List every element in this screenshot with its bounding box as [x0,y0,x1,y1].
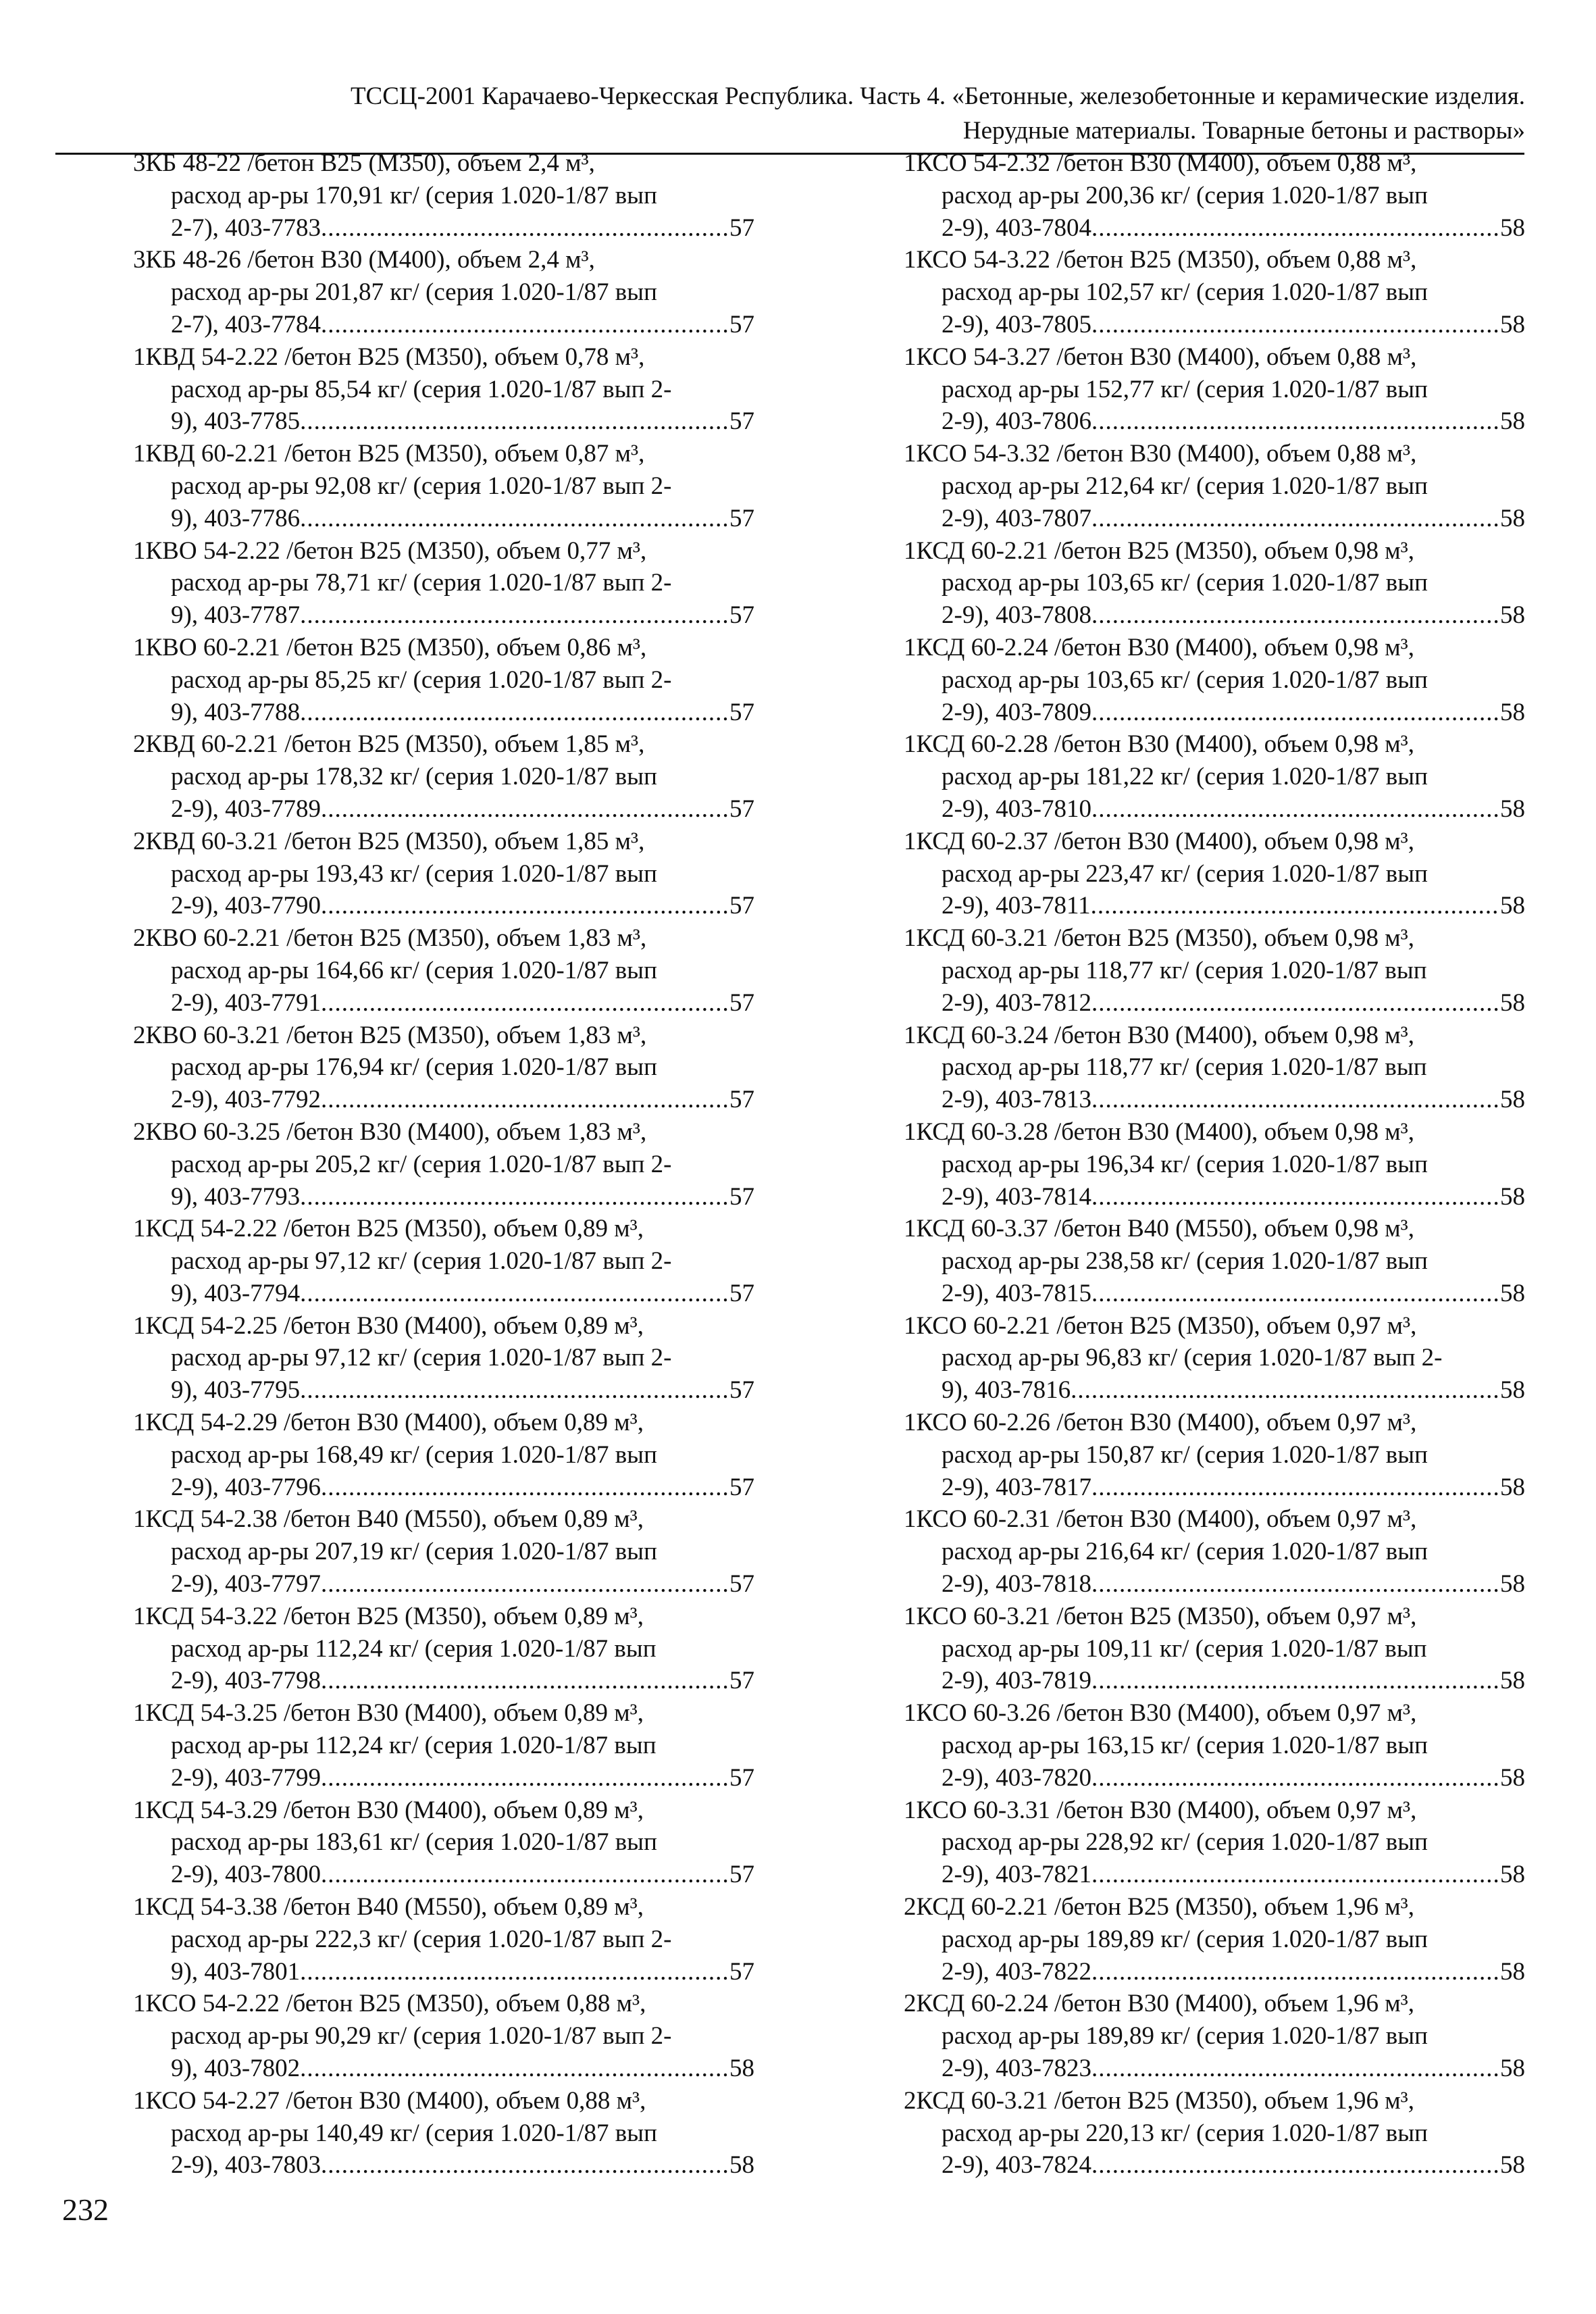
dot-leader [300,405,729,438]
dot-leader [321,1762,729,1794]
index-entry [133,244,754,341]
index-entry [133,1310,754,1407]
entry-code: 2-9), 403-7811 [942,892,1091,920]
index-entry [133,1697,754,1794]
index-entry [133,1988,754,2084]
dot-leader [300,1374,729,1407]
dot-leader [321,793,729,826]
entry-title: 1КВД 60-2.21 /бетон В25 (М350), объем 0,87 м³, [133,440,645,468]
entry-title: 1КСД 54-2.38 /бетон В40 (М550), объем 0,89 м³, [133,1505,644,1534]
entry-details: расход ар-ры 220,13 кг/ (серия 1.020-1/87 вып [942,2119,1428,2147]
dot-leader [1091,1665,1500,1697]
entry-code: 9), 403-7786 [171,504,301,532]
index-entry [133,1116,754,1213]
dot-leader [321,2149,729,2182]
index-entry [133,728,754,825]
index-entry [133,1891,754,1988]
dot-leader [321,987,729,1020]
entry-code: 2-9), 403-7820 [942,1763,1091,1792]
dot-leader [300,1278,729,1310]
entry-code: 9), 403-7802 [171,2055,301,2083]
index-entry [133,1794,754,1891]
index-entry [904,1601,1525,1697]
entry-page-number: 58 [1500,892,1525,920]
entry-code: 2-9), 403-7805 [942,310,1091,338]
entry-reference-line [904,1472,1525,1504]
entry-details: расход ар-ры 176,94 кг/ (серия 1.020-1/87 вып [171,1053,657,1082]
entry-reference-line [133,1374,754,1407]
index-entry [133,1213,754,1309]
entry-code: 2-9), 403-7807 [942,504,1091,532]
entry-details: расход ар-ры 189,89 кг/ (серия 1.020-1/87 вып [942,2022,1428,2051]
entry-details: расход ар-ры 212,64 кг/ (серия 1.020-1/87 вып [942,472,1428,500]
dot-leader [1091,1278,1500,1310]
dot-leader [1091,1859,1500,1891]
entry-code: 2-9), 403-7799 [171,1763,321,1792]
entry-page-number: 58 [729,2151,754,2180]
dot-leader [1091,793,1500,826]
entry-details: расход ар-ры 78,71 кг/ (серия 1.020-1/87 вып 2- [171,569,672,597]
entry-details: расход ар-ры 189,89 кг/ (серия 1.020-1/87 вып [942,1925,1428,1953]
entry-details: расход ар-ры 90,29 кг/ (серия 1.020-1/87 вып 2- [171,2022,672,2051]
entry-reference-line [133,1278,754,1310]
entry-page-number: 58 [1500,1763,1525,1792]
dot-leader [1091,1568,1500,1601]
index-entry [904,922,1525,1019]
entry-title: 1КСД 60-3.37 /бетон В40 (М550), объем 0,98 м³, [904,1215,1415,1243]
entry-code: 2-7), 403-7783 [171,213,321,242]
entry-title: 1КСО 54-3.27 /бетон В30 (М400), объем 0,88 м³, [904,343,1417,371]
entry-title: 1КСД 60-2.28 /бетон В30 (М400), объем 0,98 м³, [904,730,1415,759]
entry-reference-line [904,1084,1525,1116]
entry-page-number: 58 [1500,795,1525,823]
entry-code: 2-9), 403-7789 [171,795,321,823]
dot-leader [1071,1374,1500,1407]
dot-leader [1091,212,1500,245]
dot-leader [321,1472,729,1504]
entry-code: 9), 403-7801 [171,1957,301,1986]
entry-reference-line [904,1181,1525,1213]
entry-title: 1КВО 60-2.21 /бетон В25 (М350), объем 0,86 м³, [133,633,647,661]
entry-reference-line [133,2149,754,2182]
entry-reference-line [133,2053,754,2085]
entry-page-number: 57 [729,698,754,726]
entry-page-number: 58 [1500,310,1525,338]
index-entry [133,535,754,632]
dot-leader [321,1084,729,1116]
entry-details: расход ар-ры 112,24 кг/ (серия 1.020-1/87 вып [171,1732,657,1760]
index-entry [904,2085,1525,2182]
entry-code: 9), 403-7795 [171,1376,301,1405]
entry-reference-line [133,1665,754,1697]
entry-code: 9), 403-7794 [171,1279,301,1307]
entry-title: 1КСД 54-2.22 /бетон В25 (М350), объем 0,89 м³, [133,1215,644,1243]
entry-page-number: 57 [729,407,754,436]
index-entry [904,1213,1525,1309]
index-entry [133,147,754,244]
entry-title: 1КСД 60-2.24 /бетон В30 (М400), объем 0,98 м³, [904,633,1415,661]
entry-title: 1КСД 54-3.38 /бетон В40 (М550), объем 0,89 м³, [133,1893,644,1921]
entry-code: 9), 403-7785 [171,407,301,436]
entry-reference-line [133,1859,754,1891]
dot-leader [1091,599,1500,632]
index-entry [904,1988,1525,2084]
entry-code: 2-9), 403-7810 [942,795,1091,823]
entry-details: расход ар-ры 109,11 кг/ (серия 1.020-1/87 вып [942,1634,1427,1663]
entry-page-number: 58 [1500,1376,1525,1405]
entry-title: 1КСО 60-2.21 /бетон В25 (М350), объем 0,97 м³, [904,1311,1417,1340]
entry-page-number: 58 [1500,1957,1525,1986]
entry-title: 2КВД 60-2.21 /бетон В25 (М350), объем 1,85 м³, [133,730,645,759]
entry-page-number: 57 [729,1473,754,1501]
entry-title: 2КСД 60-2.24 /бетон В30 (М400), объем 1,96 м³, [904,1990,1415,2018]
entry-page-number: 57 [729,795,754,823]
running-header-line-2: Нерудные материалы. Товарные бетоны и растворы» [962,117,1525,145]
entry-code: 2-9), 403-7791 [171,988,321,1017]
entry-code: 2-9), 403-7796 [171,1473,321,1501]
entry-page-number: 58 [1500,407,1525,436]
dot-leader [1091,1472,1500,1504]
entry-title: 1КСО 60-2.26 /бетон В30 (М400), объем 0,97 м³, [904,1409,1417,1437]
entry-reference-line [133,1181,754,1213]
entry-page-number: 57 [729,1763,754,1792]
entry-reference-line [904,212,1525,245]
entry-page-number: 58 [1500,1667,1525,1695]
entry-details: расход ар-ры 85,54 кг/ (серия 1.020-1/87 вып 2- [171,375,672,403]
dot-leader [1091,697,1500,729]
page-number: 232 [62,2192,109,2227]
entry-page-number: 58 [1500,2055,1525,2083]
entry-details: расход ар-ры 168,49 кг/ (серия 1.020-1/87 вып [171,1440,657,1469]
entry-code: 2-9), 403-7819 [942,1667,1091,1695]
index-entry [904,1794,1525,1891]
entry-reference-line [904,2053,1525,2085]
entry-title: 1КСО 54-2.22 /бетон В25 (М350), объем 0,88 м³, [133,1990,646,2018]
entry-code: 2-9), 403-7804 [942,213,1091,242]
index-entry [904,1697,1525,1794]
entry-title: 1КВО 54-2.22 /бетон В25 (М350), объем 0,77 м³, [133,536,647,565]
entry-details: расход ар-ры 193,43 кг/ (серия 1.020-1/87 вып [171,859,657,888]
dot-leader [321,309,729,341]
entry-details: расход ар-ры 97,12 кг/ (серия 1.020-1/87 вып 2- [171,1344,672,1372]
index-entry [904,632,1525,728]
entry-page-number: 58 [1500,504,1525,532]
entry-reference-line [133,890,754,922]
entry-reference-line [904,1568,1525,1601]
entry-code: 2-9), 403-7808 [942,601,1091,630]
entry-details: расход ар-ры 97,12 кг/ (серия 1.020-1/87 вып 2- [171,1247,672,1276]
entry-code: 2-9), 403-7817 [942,1473,1091,1501]
entry-page-number: 58 [1500,213,1525,242]
index-entry [904,438,1525,534]
entry-page-number: 57 [729,310,754,338]
entry-code: 9), 403-7793 [171,1182,301,1211]
entry-page-number: 58 [1500,1086,1525,1114]
entry-reference-line [133,987,754,1020]
entry-page-number: 57 [729,504,754,532]
entry-page-number: 58 [1500,1279,1525,1307]
entry-reference-line [133,697,754,729]
entry-reference-line [904,1374,1525,1407]
index-entry [133,1503,754,1600]
entry-details: расход ар-ры 92,08 кг/ (серия 1.020-1/87 вып 2- [171,472,672,500]
dot-leader [300,599,729,632]
index-entry [904,341,1525,438]
entry-title: 1КСО 54-3.22 /бетон В25 (М350), объем 0,88 м³, [904,246,1417,274]
entry-code: 2-9), 403-7809 [942,698,1091,726]
entry-details: расход ар-ры 102,57 кг/ (серия 1.020-1/87 вып [942,278,1428,307]
entry-title: 1КСД 54-3.25 /бетон В30 (М400), объем 0,89 м³, [133,1699,644,1728]
entry-reference-line [904,1665,1525,1697]
entry-reference-line [133,503,754,535]
entry-title: 1КСД 60-2.21 /бетон В25 (М350), объем 0,98 м³, [904,536,1415,565]
entry-page-number: 58 [1500,1570,1525,1599]
dot-leader [321,1859,729,1891]
entry-details: расход ар-ры 164,66 кг/ (серия 1.020-1/87 вып [171,956,657,984]
index-entry [904,826,1525,922]
entry-page-number: 57 [729,1279,754,1307]
index-entry [133,922,754,1019]
entry-details: расход ар-ры 150,87 кг/ (серия 1.020-1/87 вып [942,1440,1428,1469]
entry-code: 2-9), 403-7822 [942,1957,1091,1986]
entry-reference-line [133,405,754,438]
entry-title: 1КСД 54-3.22 /бетон В25 (М350), объем 0,89 м³, [133,1602,644,1630]
entry-details: расход ар-ры 140,49 кг/ (серия 1.020-1/87 вып [171,2119,657,2147]
entry-title: 1КСД 60-3.21 /бетон В25 (М350), объем 0,98 м³, [904,924,1415,953]
entry-page-number: 57 [729,1376,754,1405]
dot-leader [1091,1762,1500,1794]
entry-code: 2-9), 403-7797 [171,1570,321,1599]
entry-page-number: 57 [729,1957,754,1986]
entry-details: расход ар-ры 181,22 кг/ (серия 1.020-1/87 вып [942,763,1428,791]
entry-code: 2-9), 403-7824 [942,2151,1091,2180]
entry-reference-line [904,697,1525,729]
entry-details: расход ар-ры 183,61 кг/ (серия 1.020-1/87 вып [171,1828,657,1857]
entry-details: расход ар-ры 118,77 кг/ (серия 1.020-1/87 вып [942,956,1427,984]
dot-leader [321,890,729,922]
entry-code: 9), 403-7787 [171,601,301,630]
entry-page-number: 57 [729,988,754,1017]
entry-reference-line [133,1956,754,1988]
entry-title: 3КБ 48-26 /бетон В30 (М400), объем 2,4 м³, [133,246,595,274]
entry-page-number: 57 [729,601,754,630]
entry-code: 9), 403-7788 [171,698,301,726]
dot-leader [1091,2149,1500,2182]
entry-code: 2-9), 403-7792 [171,1086,321,1114]
index-entry [904,147,1525,244]
dot-leader [300,2053,729,2085]
entry-reference-line [133,793,754,826]
entry-title: 1КСО 60-2.31 /бетон В30 (М400), объем 0,97 м³, [904,1505,1417,1534]
entry-page-number: 57 [729,1086,754,1114]
entry-title: 1КСД 60-3.24 /бетон В30 (М400), объем 0,98 м³, [904,1021,1415,1049]
index-column-left [133,147,754,2182]
index-entry [133,1407,754,1503]
dot-leader [300,697,729,729]
index-entry [904,1891,1525,1988]
entry-details: расход ар-ры 238,58 кг/ (серия 1.020-1/87 вып [942,1247,1428,1276]
entry-details: расход ар-ры 103,65 кг/ (серия 1.020-1/87 вып [942,665,1428,694]
entry-reference-line [904,987,1525,1020]
index-entry [133,632,754,728]
dot-leader [321,1665,729,1697]
entry-page-number: 57 [729,1667,754,1695]
dot-leader [300,1181,729,1213]
entry-page-number: 58 [1500,1182,1525,1211]
entry-details: расход ар-ры 152,77 кг/ (серия 1.020-1/87 вып [942,375,1428,403]
entry-reference-line [904,2149,1525,2182]
entry-title: 3КБ 48-22 /бетон В25 (М350), объем 2,4 м³, [133,149,595,177]
index-entry [133,438,754,534]
index-entry [904,1020,1525,1116]
dot-leader [1091,1181,1500,1213]
entry-details: расход ар-ры 228,92 кг/ (серия 1.020-1/87 вып [942,1828,1428,1857]
dot-leader [300,503,729,535]
entry-code: 2-9), 403-7814 [942,1182,1091,1211]
entry-title: 2КВД 60-3.21 /бетон В25 (М350), объем 1,85 м³, [133,827,645,855]
entry-details: расход ар-ры 85,25 кг/ (серия 1.020-1/87 вып 2- [171,665,672,694]
entry-code: 2-9), 403-7818 [942,1570,1091,1599]
entry-title: 1КВД 54-2.22 /бетон В25 (М350), объем 0,78 м³, [133,343,645,371]
entry-title: 2КВО 60-3.25 /бетон В30 (М400), объем 1,83 м³, [133,1117,647,1146]
entry-title: 1КСО 60-3.26 /бетон В30 (М400), объем 0,97 м³, [904,1699,1417,1728]
entry-reference-line [904,405,1525,438]
entry-reference-line [904,1956,1525,1988]
entry-details: расход ар-ры 178,32 кг/ (серия 1.020-1/87 вып [171,763,657,791]
entry-title: 1КСД 54-2.29 /бетон В30 (М400), объем 0,89 м³, [133,1409,644,1437]
entry-title: 1КСО 54-2.27 /бетон В30 (М400), объем 0,88 м³, [133,2086,646,2115]
dot-leader [300,1956,729,1988]
entry-details: расход ар-ры 96,83 кг/ (серия 1.020-1/87 вып 2- [942,1344,1443,1372]
entry-reference-line [904,309,1525,341]
entry-page-number: 58 [729,2055,754,2083]
entry-title: 1КСД 60-3.28 /бетон В30 (М400), объем 0,98 м³, [904,1117,1415,1146]
entry-title: 1КСО 54-3.32 /бетон В30 (М400), объем 0,88 м³, [904,440,1417,468]
dot-leader [1091,987,1500,1020]
entry-page-number: 57 [729,1182,754,1211]
entry-code: 2-9), 403-7806 [942,407,1091,436]
entry-details: расход ар-ры 103,65 кг/ (серия 1.020-1/87 вып [942,569,1428,597]
entry-title: 2КСД 60-2.21 /бетон В25 (М350), объем 1,96 м³, [904,1893,1415,1921]
entry-reference-line [904,503,1525,535]
index-entry [133,2085,754,2182]
entry-title: 1КСД 60-2.37 /бетон В30 (М400), объем 0,98 м³, [904,827,1415,855]
index-column-right [904,147,1525,2182]
entry-reference-line [133,212,754,245]
entry-title: 2КВО 60-2.21 /бетон В25 (М350), объем 1,83 м³, [133,924,647,953]
entry-code: 2-7), 403-7784 [171,310,321,338]
dot-leader [1091,405,1500,438]
index-entry [904,535,1525,632]
entry-reference-line [904,890,1525,922]
entry-page-number: 58 [1500,601,1525,630]
index-entry [904,1116,1525,1213]
entry-details: расход ар-ры 205,2 кг/ (серия 1.020-1/87 вып 2- [171,1150,672,1178]
entry-reference-line [133,1084,754,1116]
entry-details: расход ар-ры 223,47 кг/ (серия 1.020-1/87 вып [942,859,1428,888]
index-entry [133,341,754,438]
entry-details: расход ар-ры 216,64 кг/ (серия 1.020-1/87 вып [942,1538,1428,1566]
entry-code: 2-9), 403-7815 [942,1279,1091,1307]
entry-reference-line [133,1762,754,1794]
index-entry [904,728,1525,825]
entry-reference-line [904,1762,1525,1794]
entry-page-number: 57 [729,213,754,242]
entry-page-number: 57 [729,1570,754,1599]
entry-reference-line [133,599,754,632]
dot-leader [1091,2053,1500,2085]
dot-leader [1091,503,1500,535]
entry-page-number: 58 [1500,1473,1525,1501]
entry-title: 1КСО 54-2.32 /бетон В30 (М400), объем 0,88 м³, [904,149,1417,177]
entry-reference-line [904,793,1525,826]
running-header-line-1: ТССЦ-2001 Карачаево-Черкесская Республика. Часть 4. «Бетонные, железобетонные и керамические изделия. [350,82,1525,110]
entry-page-number: 57 [729,892,754,920]
entry-code: 2-9), 403-7800 [171,1861,321,1889]
index-entry [904,1407,1525,1503]
entry-code: 2-9), 403-7813 [942,1086,1091,1114]
entry-code: 2-9), 403-7812 [942,988,1091,1017]
entry-details: расход ар-ры 170,91 кг/ (серия 1.020-1/87 вып [171,181,657,209]
entry-code: 2-9), 403-7790 [171,892,321,920]
entry-title: 1КСД 54-2.25 /бетон В30 (М400), объем 0,89 м³, [133,1311,644,1340]
entry-title: 1КСД 54-3.29 /бетон В30 (М400), объем 0,89 м³, [133,1796,644,1824]
entry-details: расход ар-ры 207,19 кг/ (серия 1.020-1/87 вып [171,1538,657,1566]
index-entry [133,826,754,922]
entry-code: 2-9), 403-7803 [171,2151,321,2180]
entry-title: 2КВО 60-3.21 /бетон В25 (М350), объем 1,83 м³, [133,1021,647,1049]
entry-code: 2-9), 403-7823 [942,2055,1091,2083]
index-entry [133,1020,754,1116]
dot-leader [321,1568,729,1601]
entry-page-number: 58 [1500,988,1525,1017]
entry-code: 2-9), 403-7798 [171,1667,321,1695]
dot-leader [1091,1084,1500,1116]
entry-details: расход ар-ры 163,15 кг/ (серия 1.020-1/87 вып [942,1732,1428,1760]
entry-reference-line [904,1859,1525,1891]
dot-leader [1091,309,1500,341]
entry-page-number: 58 [1500,698,1525,726]
entry-title: 1КСО 60-3.21 /бетон В25 (М350), объем 0,97 м³, [904,1602,1417,1630]
entry-details: расход ар-ры 222,3 кг/ (серия 1.020-1/87 вып 2- [171,1925,672,1953]
entry-details: расход ар-ры 201,87 кг/ (серия 1.020-1/87 вып [171,278,657,307]
entry-title: 2КСД 60-3.21 /бетон В25 (М350), объем 1,96 м³, [904,2086,1415,2115]
dot-leader [1091,1956,1500,1988]
entry-reference-line [133,309,754,341]
index-entry [904,244,1525,341]
entry-page-number: 58 [1500,2151,1525,2180]
entry-page-number: 57 [729,1861,754,1889]
entry-details: расход ар-ры 118,77 кг/ (серия 1.020-1/87 вып [942,1053,1427,1082]
entry-details: расход ар-ры 112,24 кг/ (серия 1.020-1/87 вып [171,1634,657,1663]
index-entry [133,1601,754,1697]
entry-reference-line [904,1278,1525,1310]
entry-page-number: 58 [1500,1861,1525,1889]
entry-reference-line [904,599,1525,632]
entry-details: расход ар-ры 200,36 кг/ (серия 1.020-1/87 вып [942,181,1428,209]
entry-reference-line [133,1472,754,1504]
entry-code: 2-9), 403-7821 [942,1861,1091,1889]
entry-title: 1КСО 60-3.31 /бетон В30 (М400), объем 0,97 м³, [904,1796,1417,1824]
entry-details: расход ар-ры 196,34 кг/ (серия 1.020-1/87 вып [942,1150,1428,1178]
dot-leader [321,212,729,245]
dot-leader [1091,890,1500,922]
entry-code: 9), 403-7816 [942,1376,1071,1405]
index-entry [904,1310,1525,1407]
entry-reference-line [133,1568,754,1601]
index-entry [904,1503,1525,1600]
